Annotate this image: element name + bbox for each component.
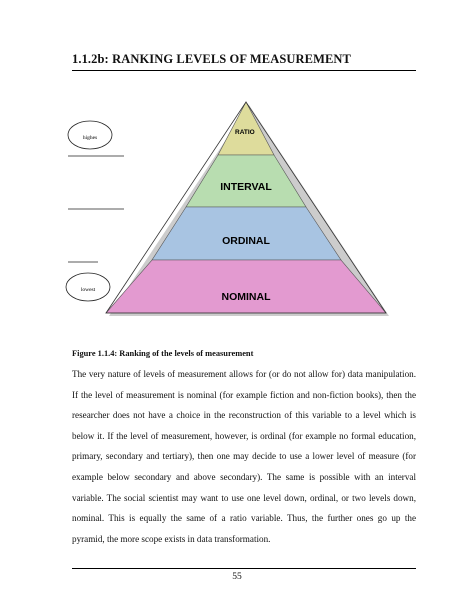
level-label-interval: INTERVAL <box>220 181 272 193</box>
highest-label: highes <box>82 135 98 141</box>
lowest-label: lowest <box>80 287 96 293</box>
section-number: 1.1.2b: <box>72 52 109 66</box>
footer-rule <box>72 568 416 569</box>
section-title: RANKING LEVELS OF MEASUREMENT <box>112 52 351 66</box>
level-label-nominal: NOMINAL <box>221 291 271 303</box>
page-number: 55 <box>232 572 242 582</box>
body-paragraph: The very nature of levels of measurement allows for (or do not allow for) data manipulation. If the level of measurement is nominal (for example fiction and non-fiction books), then the researcher does not have a choice in the reconstruction of this variable to a level which is below it. If the level of measurement, however, is ordinal (for example no formal education, primary, secondary and tertiary), then one may decide to use a lower level of measure (for example below secondary and above secondary). The same is possible with an interval variable. The social scientist may want to use one level down, ordinal, or two levels down, nominal. This is equally the same of a ratio variable. Thus, the further ones go up the pyramid, the more scope exists in data transformation. <box>72 369 416 544</box>
level-label-ordinal: ORDINAL <box>222 235 270 247</box>
pyramid-level-nominal <box>106 260 386 313</box>
level-label-ratio: RATIO <box>235 129 255 136</box>
figure-caption: Figure 1.1.4: Ranking of the levels of measurement <box>72 349 254 358</box>
